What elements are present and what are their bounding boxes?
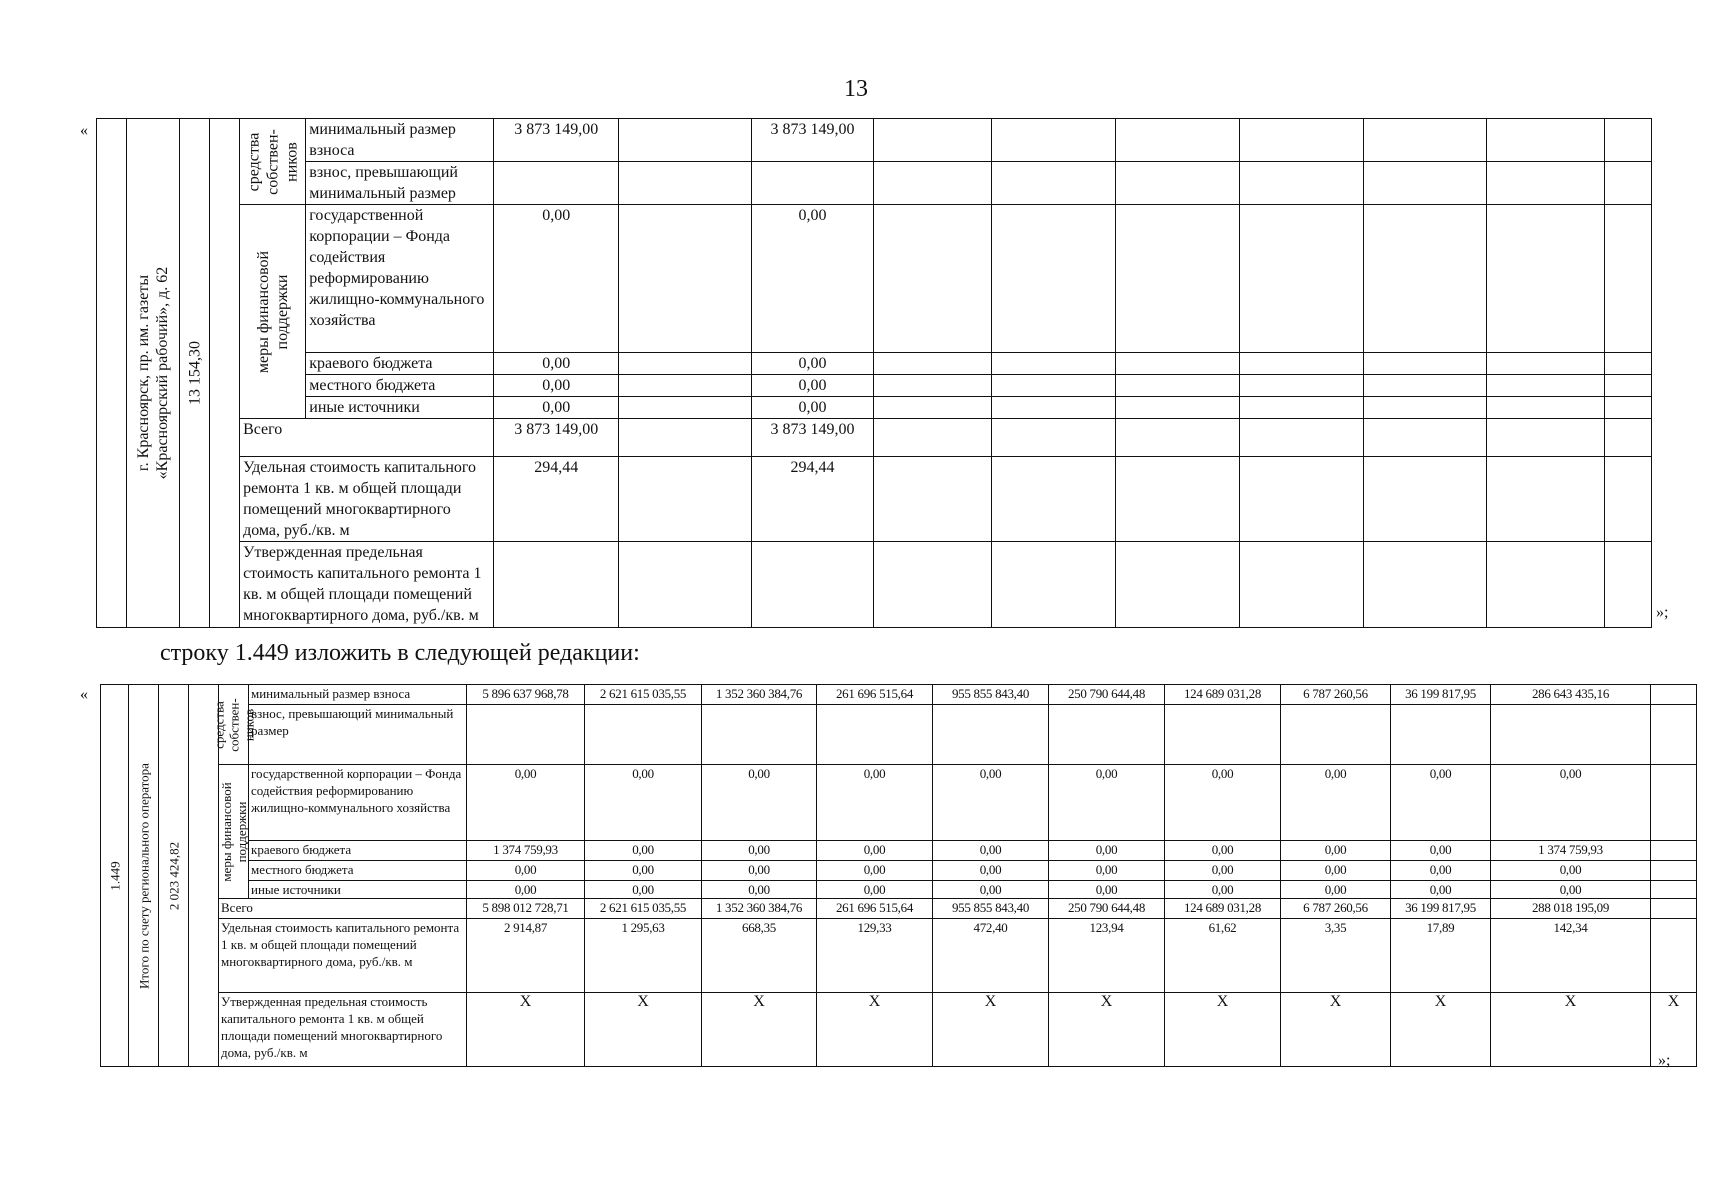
value-cell: 0,00 [702, 881, 817, 899]
row-label-local: местного бюджета [249, 861, 467, 881]
value-cell: 955 855 843,40 [933, 685, 1049, 705]
value-cell: 1 352 360 384,76 [702, 685, 817, 705]
value-cell [1604, 542, 1651, 628]
value-cell: 0,00 [702, 765, 817, 841]
area-value: 13 154,30 [186, 341, 204, 405]
group-financial-support [240, 205, 306, 419]
value-cell [1487, 375, 1604, 397]
value-cell [991, 457, 1115, 542]
value-cell: 0,00 [1391, 765, 1491, 841]
group-owners-line-2: собствен- [264, 128, 282, 195]
value-cell [1651, 861, 1697, 881]
value-cell [874, 397, 991, 419]
x-mark: X [1281, 993, 1391, 1067]
value-cell [874, 542, 991, 628]
value-cell: 1 295,63 [585, 919, 702, 993]
value-cell [1239, 419, 1363, 457]
value-cell [1487, 119, 1604, 162]
value-cell: 3 873 149,00 [494, 119, 619, 162]
value-cell [874, 205, 991, 353]
value-cell [1363, 542, 1487, 628]
value-cell [467, 705, 585, 765]
value-cell [991, 119, 1115, 162]
value-cell: 3 873 149,00 [751, 419, 874, 457]
value-cell [1115, 419, 1239, 457]
value-cell: 0,00 [1049, 881, 1165, 899]
value-cell: 0,00 [1391, 841, 1491, 861]
value-cell: 261 696 515,64 [817, 685, 933, 705]
value-cell: 6 787 260,56 [1281, 899, 1391, 919]
value-cell: 0,00 [933, 765, 1049, 841]
group-owners-line-3: ников [241, 708, 256, 741]
value-cell [751, 542, 874, 628]
value-cell: 0,00 [817, 765, 933, 841]
open-quote-2: « [80, 686, 88, 703]
blank-cell [210, 119, 240, 628]
group-owners-line-1: средства [245, 132, 263, 191]
value-cell: 0,00 [933, 861, 1049, 881]
value-cell: 0,00 [1391, 881, 1491, 899]
value-cell [991, 353, 1115, 375]
row-number-cell [97, 119, 127, 628]
address-cell [126, 119, 179, 628]
value-cell [1115, 457, 1239, 542]
row-label-regional: краевого бюджета [249, 841, 467, 861]
value-cell: 2 621 615 035,55 [585, 685, 702, 705]
address-line-1: г. Красноярск, пр. им. газеты [135, 274, 153, 472]
value-cell: 2 621 615 035,55 [585, 899, 702, 919]
value-cell: 250 790 644,48 [1049, 899, 1165, 919]
value-cell: 36 199 817,95 [1391, 685, 1491, 705]
value-cell [991, 542, 1115, 628]
value-cell [817, 705, 933, 765]
value-cell: 0,00 [1491, 861, 1651, 881]
value-cell [619, 375, 751, 397]
value-cell: 6 787 260,56 [1281, 685, 1391, 705]
value-cell [1239, 457, 1363, 542]
row-label-fund: государственной корпорации – Фонда содействия реформированию жилищно-коммунального хозяйства [306, 205, 494, 353]
value-cell [1363, 353, 1487, 375]
group-owners-line-3: ников [283, 141, 301, 182]
value-cell: 0,00 [1165, 881, 1281, 899]
value-cell: 0,00 [1491, 765, 1651, 841]
value-cell: 17,89 [1391, 919, 1491, 993]
value-cell [494, 162, 619, 205]
value-cell: 0,00 [751, 205, 874, 353]
value-cell [1391, 705, 1491, 765]
value-cell: 0,00 [702, 841, 817, 861]
amendment-heading: строку 1.449 изложить в следующей редакции: [160, 640, 640, 666]
funding-table-krasnoyarsk [96, 118, 1652, 628]
value-cell [619, 542, 751, 628]
close-quote-2: »; [1658, 1052, 1671, 1069]
value-cell: 0,00 [467, 881, 585, 899]
value-cell: 36 199 817,95 [1391, 899, 1491, 919]
value-cell [1363, 162, 1487, 205]
value-cell [494, 542, 619, 628]
value-cell: 129,33 [817, 919, 933, 993]
value-cell [1651, 705, 1697, 765]
value-cell [585, 705, 702, 765]
value-cell [619, 119, 751, 162]
value-cell [1651, 881, 1697, 899]
value-cell [874, 375, 991, 397]
value-cell [751, 162, 874, 205]
value-cell [1363, 397, 1487, 419]
value-cell [1604, 353, 1651, 375]
value-cell [619, 353, 751, 375]
value-cell [1165, 705, 1281, 765]
x-mark: X [467, 993, 585, 1067]
value-cell: 294,44 [751, 457, 874, 542]
value-cell [619, 457, 751, 542]
value-cell [1487, 542, 1604, 628]
value-cell [1115, 162, 1239, 205]
x-mark: X [1165, 993, 1281, 1067]
value-cell: 0,00 [1049, 861, 1165, 881]
value-cell: 0,00 [933, 881, 1049, 899]
value-cell: 0,00 [494, 375, 619, 397]
row-label-min-fee: минимальный размер взноса [306, 119, 494, 162]
value-cell [1651, 685, 1697, 705]
page-number: 13 [844, 76, 868, 102]
value-cell [1281, 705, 1391, 765]
value-cell [1363, 375, 1487, 397]
value-cell [991, 397, 1115, 419]
x-mark: X [585, 993, 702, 1067]
value-cell [1115, 397, 1239, 419]
row-label-unit-cost: Удельная стоимость капитального ремонта 1 кв. м общей площади помещений многоквартирного дома, руб./кв. м [219, 919, 467, 993]
funding-table-regional-operator [100, 684, 1697, 1067]
value-cell [1487, 419, 1604, 457]
group-owners-line-2: собствен- [226, 697, 241, 752]
value-cell: 2 914,87 [467, 919, 585, 993]
row-label-over-fee: взнос, превышающий минимальный размер [306, 162, 494, 205]
value-cell: 1 374 759,93 [467, 841, 585, 861]
row-number: 1.449 [107, 860, 122, 891]
value-cell: 0,00 [1281, 881, 1391, 899]
x-mark: X [702, 993, 817, 1067]
value-cell: 124 689 031,28 [1165, 685, 1281, 705]
value-cell [1239, 162, 1363, 205]
x-mark: X [1491, 993, 1651, 1067]
value-cell [874, 353, 991, 375]
value-cell: 0,00 [467, 765, 585, 841]
value-cell [1604, 457, 1651, 542]
value-cell [991, 419, 1115, 457]
row-label-unit-cost: Удельная стоимость капитального ремонта 1 кв. м общей площади помещений многоквартирного дома, руб./кв. м [240, 457, 494, 542]
value-cell [702, 705, 817, 765]
value-cell: 3 873 149,00 [494, 419, 619, 457]
value-cell: 250 790 644,48 [1049, 685, 1165, 705]
value-cell [1239, 353, 1363, 375]
value-cell [1239, 397, 1363, 419]
value-cell: 0,00 [585, 861, 702, 881]
value-cell [991, 162, 1115, 205]
value-cell [1363, 419, 1487, 457]
value-cell [1604, 397, 1651, 419]
value-cell [1239, 542, 1363, 628]
group-support-line-1: меры финансовой [254, 250, 272, 373]
value-cell: 0,00 [494, 397, 619, 419]
row-label-total: Всего [219, 899, 467, 919]
value-cell: 0,00 [467, 861, 585, 881]
value-cell: 0,00 [1049, 841, 1165, 861]
row-label-limit-cost: Утвержденная предельная стоимость капитального ремонта 1 кв. м общей площади помещений многоквартирного дома, руб./кв. м [219, 993, 467, 1067]
value-cell [874, 419, 991, 457]
value-cell: 142,34 [1491, 919, 1651, 993]
value-cell: 0,00 [494, 353, 619, 375]
value-cell: 0,00 [1281, 841, 1391, 861]
area-cell [180, 119, 210, 628]
value-cell [1604, 419, 1651, 457]
value-cell: 0,00 [817, 861, 933, 881]
row-label-other: иные источники [249, 881, 467, 899]
value-cell: 0,00 [751, 375, 874, 397]
value-cell: 0,00 [817, 881, 933, 899]
group-owners-line-1: средства [211, 700, 226, 749]
value-cell [1049, 705, 1165, 765]
group-owners-funds [211, 685, 256, 765]
open-quote-1: « [80, 122, 88, 139]
value-cell [619, 162, 751, 205]
value-cell [874, 162, 991, 205]
group-support-line-1: меры финансовой [218, 781, 234, 882]
row-label-local: местного бюджета [306, 375, 494, 397]
value-cell [1651, 919, 1697, 993]
value-cell [619, 205, 751, 353]
address-line-2: «Красноярский рабочий», д. 62 [154, 266, 172, 480]
x-mark: X [933, 993, 1049, 1067]
value-cell: 0,00 [751, 353, 874, 375]
value-cell [1604, 162, 1651, 205]
value-cell [1651, 899, 1697, 919]
value-cell [1115, 353, 1239, 375]
value-cell: 0,00 [1165, 765, 1281, 841]
value-cell [1491, 705, 1651, 765]
value-cell: 288 018 195,09 [1491, 899, 1651, 919]
value-cell [1604, 205, 1651, 353]
value-cell: 0,00 [1281, 861, 1391, 881]
value-cell [1115, 205, 1239, 353]
value-cell [1604, 375, 1651, 397]
value-cell [1604, 119, 1651, 162]
value-cell: 3,35 [1281, 919, 1391, 993]
value-cell: 123,94 [1049, 919, 1165, 993]
value-cell [1487, 162, 1604, 205]
value-cell [1115, 542, 1239, 628]
row-name: Итого по счету регионального оператора [136, 762, 151, 989]
row-label-limit-cost: Утвержденная предельная стоимость капитального ремонта 1 кв. м общей площади помещений многоквартирного дома, руб./кв. м [240, 542, 494, 628]
value-cell: 0,00 [702, 861, 817, 881]
group-support-line-2: поддержки [233, 801, 249, 862]
value-cell [1363, 205, 1487, 353]
value-cell [1487, 397, 1604, 419]
value-cell [933, 705, 1049, 765]
row-name-cell [129, 685, 159, 1067]
value-cell: 1 352 360 384,76 [702, 899, 817, 919]
x-mark: X [1391, 993, 1491, 1067]
x-mark: X [817, 993, 933, 1067]
value-cell [1115, 119, 1239, 162]
value-cell: 1 374 759,93 [1491, 841, 1651, 861]
value-cell: 124 689 031,28 [1165, 899, 1281, 919]
value-cell [1651, 765, 1697, 841]
group-owners-funds [240, 119, 306, 205]
value-cell: 0,00 [1049, 765, 1165, 841]
value-cell [1487, 457, 1604, 542]
value-cell: 0,00 [817, 841, 933, 861]
area-cell [159, 685, 189, 1067]
value-cell: 3 873 149,00 [751, 119, 874, 162]
value-cell: 0,00 [585, 881, 702, 899]
value-cell [991, 375, 1115, 397]
group-financial-support [219, 765, 249, 899]
row-label-min-fee: минимальный размер взноса [249, 685, 467, 705]
value-cell: 472,40 [933, 919, 1049, 993]
value-cell: 0,00 [751, 397, 874, 419]
value-cell [1487, 353, 1604, 375]
row-number-cell [101, 685, 129, 1067]
value-cell [874, 119, 991, 162]
value-cell [1363, 457, 1487, 542]
value-cell: 61,62 [1165, 919, 1281, 993]
value-cell: 0,00 [1391, 861, 1491, 881]
x-mark: X [1651, 993, 1697, 1067]
value-cell [874, 457, 991, 542]
value-cell: 261 696 515,64 [817, 899, 933, 919]
value-cell: 0,00 [933, 841, 1049, 861]
value-cell [619, 397, 751, 419]
value-cell: 0,00 [585, 765, 702, 841]
value-cell: 5 896 637 968,78 [467, 685, 585, 705]
value-cell: 294,44 [494, 457, 619, 542]
value-cell: 0,00 [1165, 841, 1281, 861]
area-value: 2 023 424,82 [166, 841, 181, 910]
value-cell: 5 898 012 728,71 [467, 899, 585, 919]
value-cell: 0,00 [1165, 861, 1281, 881]
value-cell [1115, 375, 1239, 397]
x-mark: X [1049, 993, 1165, 1067]
value-cell: 668,35 [702, 919, 817, 993]
row-label-other: иные источники [306, 397, 494, 419]
row-label-over-fee: взнос, превышающий минимальный размер [249, 705, 467, 765]
value-cell [1363, 119, 1487, 162]
value-cell: 0,00 [585, 841, 702, 861]
value-cell [991, 205, 1115, 353]
value-cell: 955 855 843,40 [933, 899, 1049, 919]
group-support-line-2: поддержки [273, 274, 291, 349]
row-label-total: Всего [240, 419, 494, 457]
value-cell [1239, 119, 1363, 162]
value-cell [1651, 841, 1697, 861]
close-quote-1: »; [1656, 604, 1669, 621]
row-label-regional: краевого бюджета [306, 353, 494, 375]
value-cell: 0,00 [494, 205, 619, 353]
value-cell [1487, 205, 1604, 353]
value-cell [1239, 205, 1363, 353]
value-cell [619, 419, 751, 457]
value-cell: 0,00 [1491, 881, 1651, 899]
value-cell [1239, 375, 1363, 397]
value-cell: 286 643 435,16 [1491, 685, 1651, 705]
row-label-fund: государственной корпорации – Фонда содействия реформированию жилищно-коммунального хозяйства [249, 765, 467, 841]
value-cell: 0,00 [1281, 765, 1391, 841]
